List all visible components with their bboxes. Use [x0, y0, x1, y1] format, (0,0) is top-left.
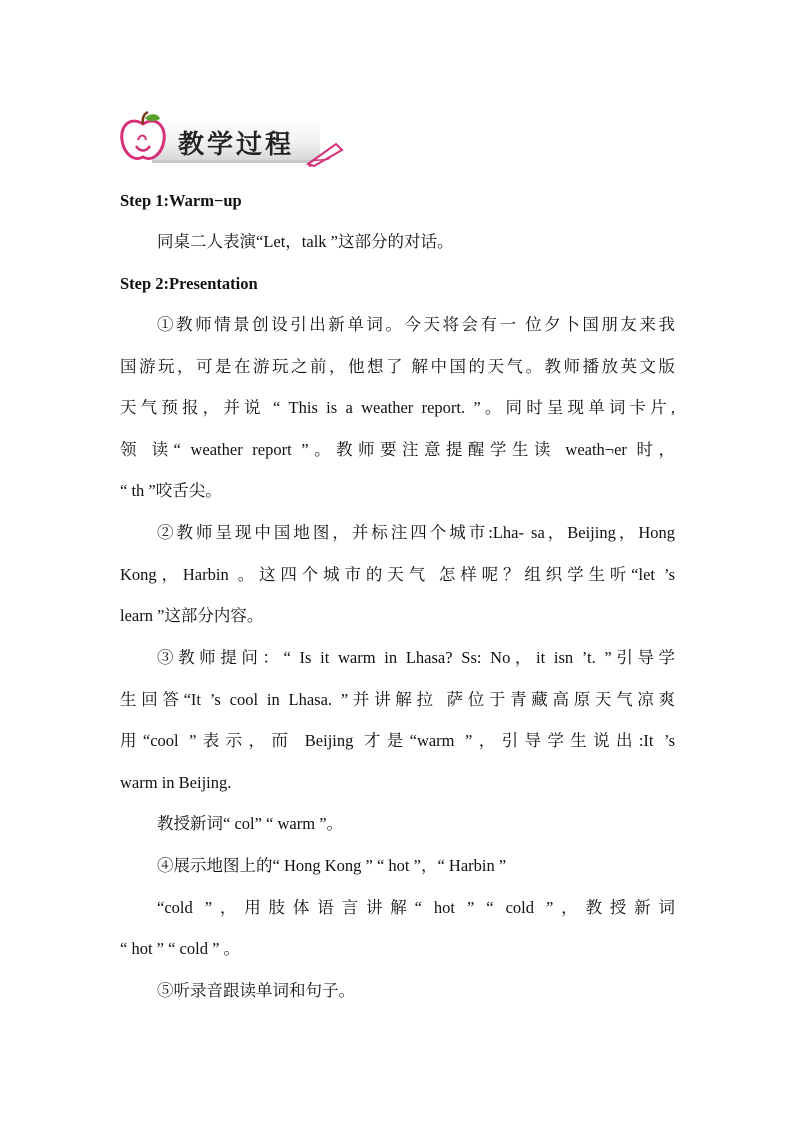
paragraph-line: ①教师情景创设引出新单词。今天将会有一 位夕卜国朋友来我 — [157, 315, 675, 334]
paragraph-line: ⑤听录音跟读单词和句子。 — [157, 981, 355, 1000]
paragraph-line: 天气预报，并说 “ This is a weather report. ”。同时呈现单词卡片, — [120, 398, 675, 417]
step-1-heading: Step 1:Warm−up — [120, 191, 242, 210]
paragraph-line: “ hot ” “ cold ” 。 — [120, 939, 241, 958]
apple-icon — [118, 110, 168, 164]
paragraph-line: Kong，Harbin 。这四个城市的天气 怎样呢？组织学生听“let ’s — [120, 565, 675, 584]
paragraph-line: ④展示地图上的“ Hong Kong ” “ hot ”，“ Harbin ” — [157, 856, 507, 875]
paragraph-line: ②教师呈现中国地图，并标注四个城市:Lha- sa，Beijing，Hong — [157, 523, 675, 542]
section-title: 教学过程 — [178, 130, 295, 160]
paragraph-line: “ th ”咬舌尖。 — [120, 481, 222, 500]
step-2-heading: Step 2:Presentation — [120, 274, 258, 293]
paragraph-line: 领 读“ weather report ”。教师要注意提醒学生读 weath¬er 时， — [120, 440, 675, 459]
paragraph-line: 用“cool ”表示，而 Beijing 才是“warm ”，引导学生说出:It ’s — [120, 731, 675, 750]
paragraph-line: warm in Beijing. — [120, 773, 232, 792]
paragraph-line: 生回答“It ’s cool in Lhasa. ”并讲解拉 萨位于青藏高原天气凉爽 — [120, 690, 675, 709]
step-1-text: 同桌二人表演“Let，talk ”这部分的对话。 — [157, 232, 454, 251]
paragraph-line: “cold ”，用肢体语言讲解“ hot ” “ cold ”，教授新词 — [157, 898, 675, 917]
section-banner — [118, 110, 344, 168]
paragraph-line: ③教师提问：“ Is it warm in Lhasa? Ss: No，it isn ’t. ”引导学 — [157, 648, 675, 667]
pen-icon — [306, 140, 346, 168]
paragraph-line: 教授新词“ col” “ warm ”。 — [157, 814, 344, 833]
paragraph-line: learn ”这部分内容。 — [120, 606, 264, 625]
paragraph-line: 国游玩，可是在游玩之前，他想了 解中国的天气。教师播放英文版 — [120, 357, 675, 376]
